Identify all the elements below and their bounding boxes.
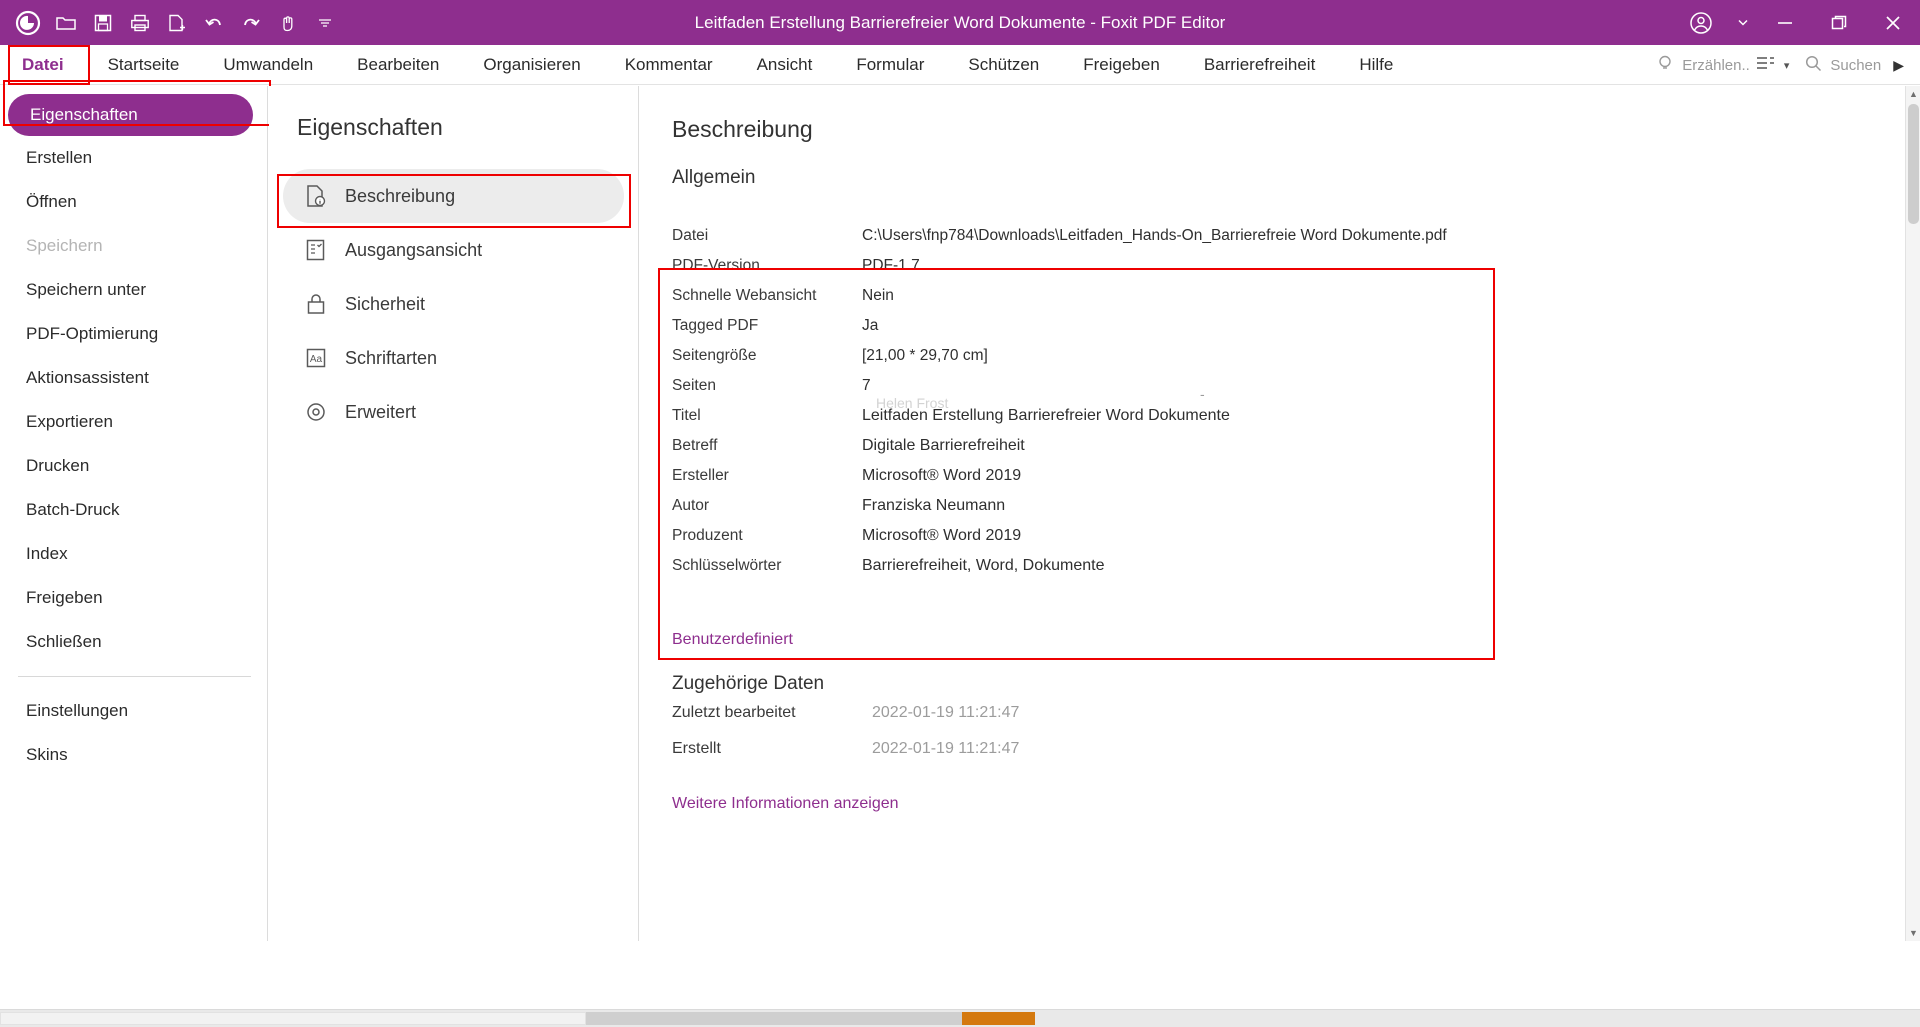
tab-startseite[interactable]: Startseite <box>107 54 180 74</box>
properties-tab-erweitert-label: Erweitert <box>345 401 417 422</box>
title-bar <box>0 0 1920 45</box>
description-icon <box>303 183 329 209</box>
related-value: 2022-01-19 11:21:47 <box>872 704 1020 721</box>
property-value: Nein <box>862 287 894 304</box>
properties-tab-sicherheit[interactable] <box>283 277 624 331</box>
table-row <box>660 551 1885 581</box>
related-label: Erstellt <box>672 740 721 757</box>
minimize-button[interactable] <box>1758 0 1812 45</box>
tab-freigeben[interactable]: Freigeben <box>1083 54 1160 74</box>
table-row <box>660 521 1885 551</box>
related-value: 2022-01-19 11:21:47 <box>872 740 1020 757</box>
custom-properties-link-wrap <box>640 593 1905 649</box>
properties-tab-list <box>269 169 638 439</box>
new-from-file-icon[interactable] <box>160 7 194 39</box>
property-label: Betreff <box>672 437 718 454</box>
scroll-down-arrow-icon[interactable]: ▼ <box>1909 928 1918 938</box>
tab-schuetzen[interactable]: Schützen <box>968 54 1040 74</box>
properties-panel-title: Eigenschaften <box>297 114 443 140</box>
file-menu-item-speichern-unter[interactable]: Speichern unter <box>26 280 147 299</box>
properties-tab-beschreibung-label: Beschreibung <box>345 185 456 206</box>
account-caret-icon[interactable] <box>1728 0 1758 45</box>
file-menu-item-batch-druck[interactable]: Batch-Druck <box>26 500 120 519</box>
weitere-informationen-link[interactable]: Weitere Informationen anzeigen <box>672 795 899 812</box>
print-icon[interactable] <box>123 7 157 39</box>
tab-formular[interactable]: Formular <box>856 54 925 74</box>
benutzerdefiniert-link[interactable]: Benutzerdefiniert <box>672 631 793 648</box>
file-menu-item-schliessen[interactable]: Schließen <box>26 632 102 651</box>
table-row <box>640 731 1905 767</box>
file-menu-item-freigeben[interactable]: Freigeben <box>26 588 103 607</box>
file-menu-item-index[interactable]: Index <box>26 544 68 563</box>
table-row <box>660 461 1885 491</box>
horizontal-scroll-thumb[interactable] <box>586 1012 996 1025</box>
tab-kommentar[interactable]: Kommentar <box>624 54 713 74</box>
properties-tab-beschreibung[interactable] <box>283 169 624 223</box>
table-row <box>660 371 1885 401</box>
account-icon[interactable] <box>1674 0 1728 45</box>
content-heading: Beschreibung <box>672 116 813 142</box>
file-menu-item-aktionsassistent[interactable]: Aktionsassistent <box>26 368 149 387</box>
property-label: Seitengröße <box>672 347 757 364</box>
property-label: PDF-Version <box>672 257 760 274</box>
file-menu-item-eigenschaften[interactable]: Eigenschaften <box>8 94 253 136</box>
description-content <box>640 86 1905 941</box>
tab-datei[interactable]: Datei <box>22 54 64 74</box>
ribbon-tab-bar <box>0 45 1920 85</box>
save-icon[interactable] <box>86 7 120 39</box>
property-value: 7 <box>862 377 871 394</box>
property-label: Autor <box>672 497 710 514</box>
tell-me-label: Erzählen.. <box>1682 56 1750 74</box>
view-options-caret-icon[interactable]: ▾ <box>1783 59 1790 72</box>
window-controls <box>1674 0 1920 45</box>
properties-tab-schriftarten-label: Schriftarten <box>345 347 438 368</box>
property-label: Tagged PDF <box>672 317 759 334</box>
property-label: Produzent <box>672 527 743 544</box>
file-menu-item-einstellungen[interactable]: Einstellungen <box>26 701 129 720</box>
hand-tool-icon[interactable] <box>271 7 305 39</box>
open-folder-icon[interactable] <box>49 7 83 39</box>
table-row <box>660 491 1885 521</box>
table-row <box>640 695 1905 731</box>
properties-tab-schriftarten[interactable] <box>283 331 624 385</box>
tab-barrierefreiheit[interactable]: Barrierefreiheit <box>1203 54 1316 74</box>
table-row <box>660 401 1885 431</box>
file-menu-panel <box>0 86 268 941</box>
related-data-heading: Zugehörige Daten <box>672 673 825 694</box>
table-row <box>660 341 1885 371</box>
property-value[interactable]: Leitfaden Erstellung Barrierefreier Word Dokumente <box>862 407 1230 424</box>
horizontal-scrollbar[interactable] <box>0 1009 1920 1027</box>
file-menu-item-exportieren[interactable]: Exportieren <box>26 412 113 431</box>
close-button[interactable] <box>1866 0 1920 45</box>
properties-tab-sicherheit-label: Sicherheit <box>345 293 426 314</box>
property-value: Ja <box>862 317 879 334</box>
property-value: [21,00 * 29,70 cm] <box>862 347 988 364</box>
file-menu-item-erstellen[interactable]: Erstellen <box>26 148 93 167</box>
tell-me-box[interactable] <box>1656 54 1750 76</box>
properties-tab-ausgangsansicht-label: Ausgangsansicht <box>345 239 483 260</box>
search-input[interactable] <box>1795 55 1881 76</box>
search-placeholder-label: Suchen <box>1830 56 1882 74</box>
tab-ansicht[interactable]: Ansicht <box>756 54 813 74</box>
view-options-icon[interactable] <box>1756 55 1778 75</box>
properties-tab-ausgangsansicht[interactable] <box>283 223 624 277</box>
property-value: PDF-1.7 <box>862 257 920 274</box>
maximize-restore-button[interactable] <box>1812 0 1866 45</box>
file-menu-item-skins[interactable]: Skins <box>26 745 68 764</box>
tab-organisieren[interactable]: Organisieren <box>483 54 581 74</box>
table-row <box>660 311 1885 341</box>
window-title: Leitfaden Erstellung Barrierefreier Word Dokumente - Foxit PDF Editor <box>694 12 1226 32</box>
ribbon-right-tools <box>1656 45 1910 85</box>
file-menu-separator <box>18 676 251 677</box>
quick-access-toolbar <box>0 6 342 40</box>
properties-tab-erweitert[interactable] <box>283 385 624 439</box>
tab-bearbeiten[interactable]: Bearbeiten <box>357 54 440 74</box>
property-value[interactable]: Barrierefreiheit, Word, Dokumente <box>862 557 1105 574</box>
tab-umwandeln[interactable]: Umwandeln <box>223 54 314 74</box>
file-menu-item-speichern: Speichern <box>26 236 103 255</box>
tab-hilfe[interactable]: Hilfe <box>1359 54 1394 74</box>
table-row <box>660 281 1885 311</box>
property-label: Ersteller <box>672 467 729 484</box>
table-row <box>660 431 1885 461</box>
property-value: Microsoft® Word 2019 <box>862 527 1022 544</box>
horizontal-scroll-track-left[interactable] <box>0 1012 586 1025</box>
svg-text:Aa: Aa <box>309 354 323 365</box>
vertical-scrollbar[interactable] <box>1905 86 1920 941</box>
document-properties-table <box>660 211 1885 593</box>
property-value[interactable]: Digitale Barrierefreiheit <box>862 437 1025 454</box>
redo-icon[interactable] <box>234 7 268 39</box>
table-row <box>660 251 1885 281</box>
ribbon-overflow-icon[interactable]: ▶ <box>1893 56 1904 73</box>
app-logo-icon <box>10 6 46 40</box>
scroll-up-arrow-icon[interactable]: ▲ <box>1909 89 1918 99</box>
ghost-dash-text: - <box>1200 386 1205 402</box>
file-menu-item-oeffnen[interactable]: Öffnen <box>26 192 77 211</box>
vertical-scroll-thumb[interactable] <box>1908 104 1919 224</box>
more-info-link-wrap <box>640 767 1905 813</box>
property-value: C:\Users\fnp784\Downloads\Leitfaden_Hands-On_Barrierefreie Word Dokumente.pdf <box>862 227 1447 244</box>
lock-icon <box>303 291 329 317</box>
property-value[interactable]: Franziska Neumann <box>862 497 1006 514</box>
property-label: Schnelle Webansicht <box>672 287 817 304</box>
search-icon <box>1805 55 1822 76</box>
property-label: Seiten <box>672 377 716 394</box>
property-label: Datei <box>672 227 709 244</box>
property-label: Titel <box>672 407 701 424</box>
ghost-autocomplete-text: Helen Frost <box>876 395 949 411</box>
lightbulb-icon <box>1656 54 1674 76</box>
undo-icon[interactable] <box>197 7 231 39</box>
property-value: Microsoft® Word 2019 <box>862 467 1022 484</box>
initial-view-icon <box>303 237 329 263</box>
table-row <box>660 221 1885 251</box>
property-label: Schlüsselwörter <box>672 557 782 574</box>
properties-tabs-panel <box>269 86 639 941</box>
fonts-icon <box>303 345 329 371</box>
horizontal-scroll-marker <box>962 1012 1035 1025</box>
advanced-gear-icon <box>303 399 329 425</box>
file-menu-item-pdf-optimierung[interactable]: PDF-Optimierung <box>26 324 159 343</box>
customize-toolbar-caret-icon[interactable] <box>308 7 342 39</box>
file-menu-item-drucken[interactable]: Drucken <box>26 456 90 475</box>
content-section-general: Allgemein <box>672 167 756 188</box>
related-label: Zuletzt bearbeitet <box>672 704 796 721</box>
